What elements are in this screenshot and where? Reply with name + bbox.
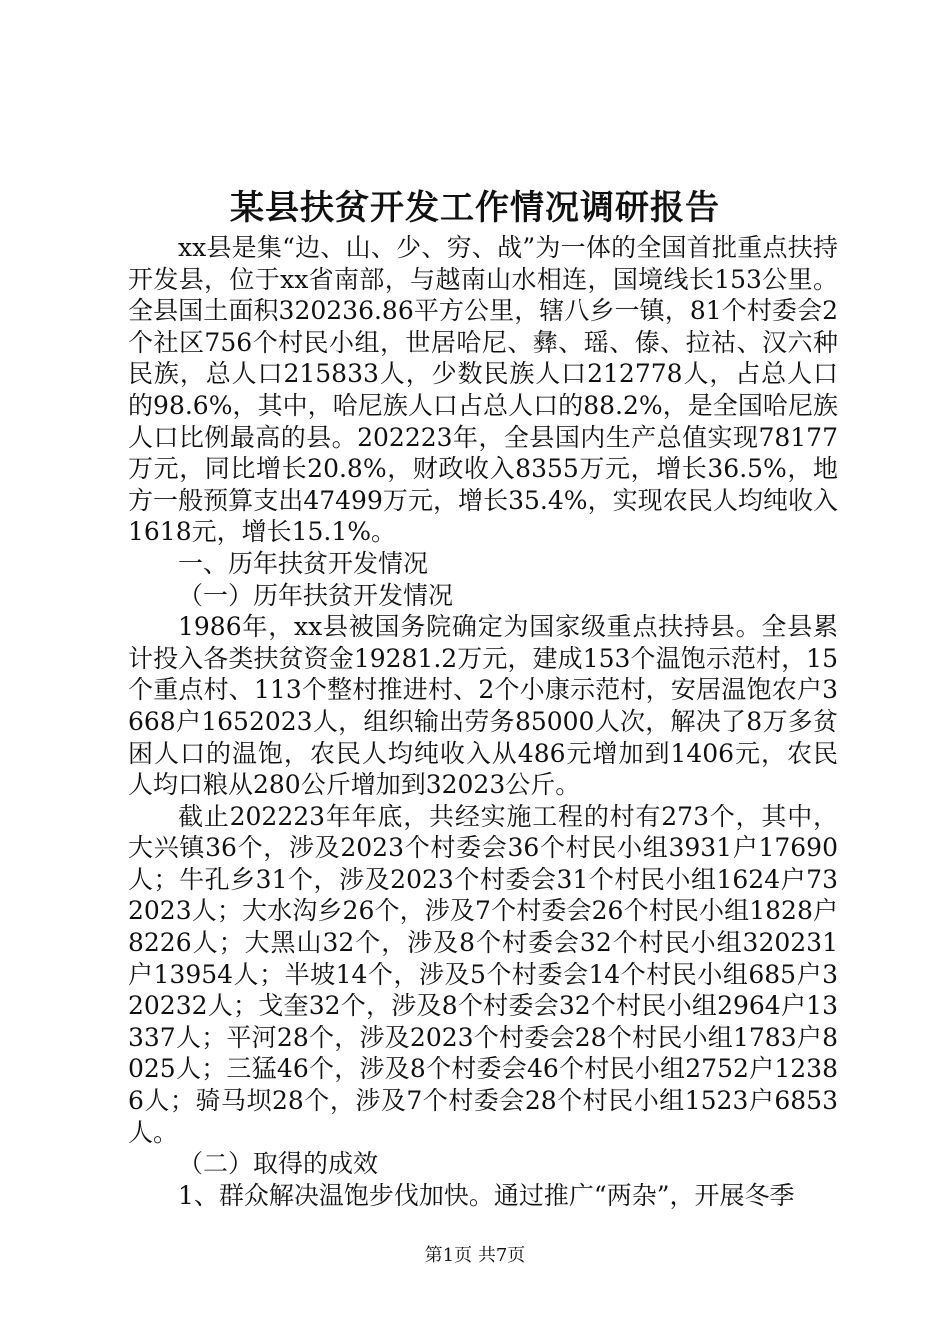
subsection-heading-1: （一）历年扶贫开发情况 xyxy=(178,580,454,610)
subsection-heading-2: （二）取得的成效 xyxy=(178,1149,379,1179)
paragraph-county-overview: xx县是集“边、山、少、穷、战”为一体的全国首批重点扶持开发县，位于xx省南部，与越南山水相连，国境线长153公里。全县国土面积320236.86平方公里，辖八乡一镇，81个村委会2个社区756个村民小组，世居哈尼、彝、瑶、傣、拉祜、汉六种民族，总人口215833人，少数民族人口212778人，占总人口的98.6%，其中，哈尼族人口占总人口的88.2%，是全国哈尼族人口比例最高的县。202223年，全县国内生产总值实现78177万元，同比增长20.8%，财政收入8355万元，增长36.5%，地方一般预算支出47499万元，增长35.4%，实现农民人均纯收入1618元，增长15.1%。 xyxy=(128,233,838,547)
page-footer: 第1页 共7页 xyxy=(424,1245,526,1266)
paragraph-project-villages: 截止202223年年底，共经实施工程的村有273个，其中，大兴镇36个，涉及2023个村委会36个村民小组3931户17690人；牛孔乡31个，涉及2023个村委会31个村民小组1624户732023人；大水沟乡26个，涉及7个村委会26个村民小组1828户8226人；大黑山32个，涉及8个村委会32个村民小组320231户13954人；半坡14个，涉及5个村委会14个村民小组685户320232人；戈奎32个，涉及8个村委会32个村民小组2964户13337人；平河28个，涉及2023个村委会28个村民小组1783户8025人；三猛46个，涉及8个村委会46个村民小组2752户12386人；骑马坝28个，涉及7个村委会28个村民小组1523户6853人。 xyxy=(128,801,838,1147)
paragraph-achievement-1: 1、群众解决温饱步伐加快。通过推广“两杂”，开展冬季 xyxy=(178,1180,795,1210)
section-heading-1: 一、历年扶贫开发情况 xyxy=(178,548,429,578)
paragraph-history: 1986年，xx县被国务院确定为国家级重点扶持县。全县累计投入各类扶贫资金19281.2万元，建成153个温饱示范村，15个重点村、113个整村推进村、2个小康示范村，安居温饱农户3668户1652023人，组织输出劳务85000人次，解决了8万多贫困人口的温饱，农民人均纯收入从486元增加到1406元，农民人均口粮从280公斤增加到32023公斤。 xyxy=(128,612,838,800)
document-body xyxy=(128,232,838,1211)
document-title: 某县扶贫开发工作情况调研报告 xyxy=(230,188,720,228)
